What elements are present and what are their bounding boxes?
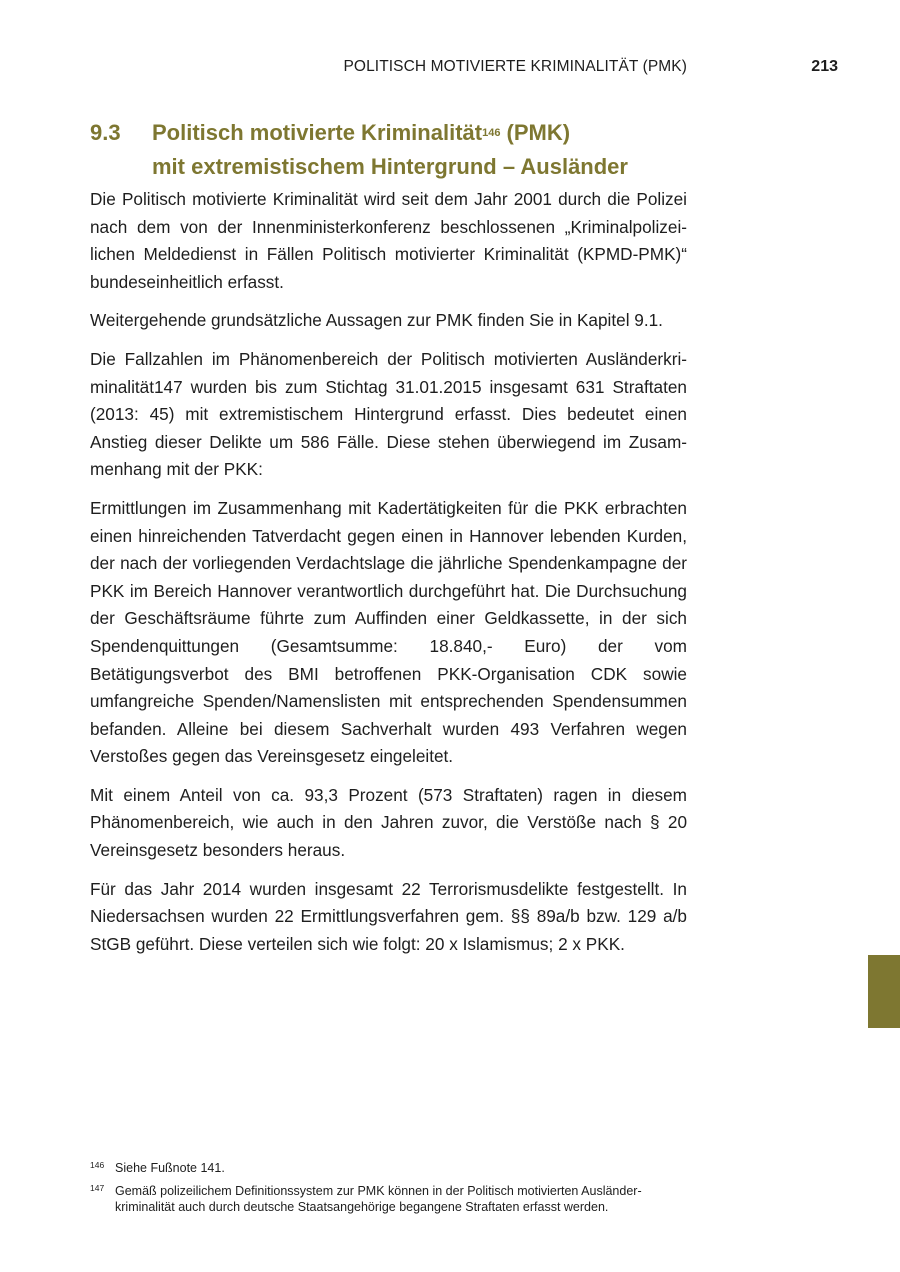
section-title	[152, 118, 732, 181]
footnote-mark: 147	[90, 1183, 105, 1193]
paragraph-share: Mit einem Anteil von ca. 93,3 Prozent (573 Straftaten) ragen in diesem Phänomenbereich, wie auch in den Jahren zuvor, die Verstöße nach § 20 Vereinsgesetz besonders heraus.	[90, 784, 687, 861]
footnote-text: Siehe Fußnote 141.	[115, 1161, 225, 1175]
paragraph-intro: Die Politisch motivierte Kriminalität wird seit dem Jahr 2001 durch die Polizei nach dem von der Innenministerkonferenz beschlossenen „Kriminalpolizeilichen Meldedienst in Fällen Politisch motivierter Kriminalität (KPMD-PMK)“ bundeseinheitlich erfasst.	[90, 189, 687, 292]
paragraph-reference: Weitergehende grundsätzliche Aussagen zur PMK finden Sie in Kapitel 9.1.	[90, 310, 663, 331]
section-title-part-2: (PMK)	[500, 120, 571, 145]
footnote-147	[90, 1183, 690, 1215]
paragraph-terrorism: Für das Jahr 2014 wurden insgesamt 22 Terrorismusdelikte festgestellt. In Niedersachsen wurden 22 Ermittlungsverfahren gem. §§ 89a/b bzw. 129 a/b StGB geführt. Diese verteilen sich wie folgt: 20 x Islamismus; 2 x PKK.	[90, 878, 687, 954]
running-head: POLITISCH MOTIVIERTE KRIMINALITÄT (PMK)	[343, 58, 687, 75]
section-title-line-2: mit extremistischem Hintergrund – Ausländer	[152, 154, 628, 179]
chapter-thumb-tab	[868, 955, 900, 1028]
footnote-reference-146[interactable]: 146	[482, 127, 501, 139]
footnote-146	[90, 1160, 690, 1176]
footnotes	[90, 1160, 690, 1222]
page-number: 213	[811, 58, 838, 75]
section-number: 9.3	[90, 120, 121, 145]
body-text	[90, 186, 687, 969]
paragraph-investigations: Ermittlungen im Zusammenhang mit Kadertätigkeiten für die PKK erbrachten einen hinreichenden Tatverdacht gegen einen in Hannover lebenden Kurden, der nach der vorliegenden Verdachtslage die jährliche Spendenkampagne der PKK im Bereich Hannover verantwortlich durchgeführt hat. Die Durchsuchung der Geschäftsräume führte zum Auffinden einer Geldkassette, in der sich Spendenquittungen (Gesamtsumme: 18.840,- Euro) der vom Betätigungsverbot des BMI betroffenen PKK-Organisation CDK sowie umfangreiche Spenden/Namenslisten mit entsprechenden Spendensummen befanden. Alleine bei diesem Sachverhalt wurden 493 Verfahren wegen Verstoßes gegen das Vereinsgesetz eingeleitet.	[90, 497, 687, 767]
footnote-text: Gemäß polizeilichem Definitionssystem zur PMK können in der Politisch motivierten Ausländerkriminalität auch durch deutsche Staatsangehörige begangene Straftaten erfasst werden.	[115, 1184, 642, 1214]
section-title-part-1: Politisch motivierte Kriminalität	[152, 120, 483, 145]
footnote-mark: 146	[90, 1160, 105, 1170]
paragraph-case-numbers: Die Fallzahlen im Phänomenbereich der Politisch motivierten Ausländerkriminalität147 wurden bis zum Stichtag 31.01.2015 insgesamt 631 Straftaten (2013: 45) mit extremistischem Hintergrund erfasst. Dies bedeutet einen Anstieg dieser Delikte um 586 Fälle. Diese stehen überwiegend im Zusammenhang mit der PKK:	[90, 348, 687, 480]
